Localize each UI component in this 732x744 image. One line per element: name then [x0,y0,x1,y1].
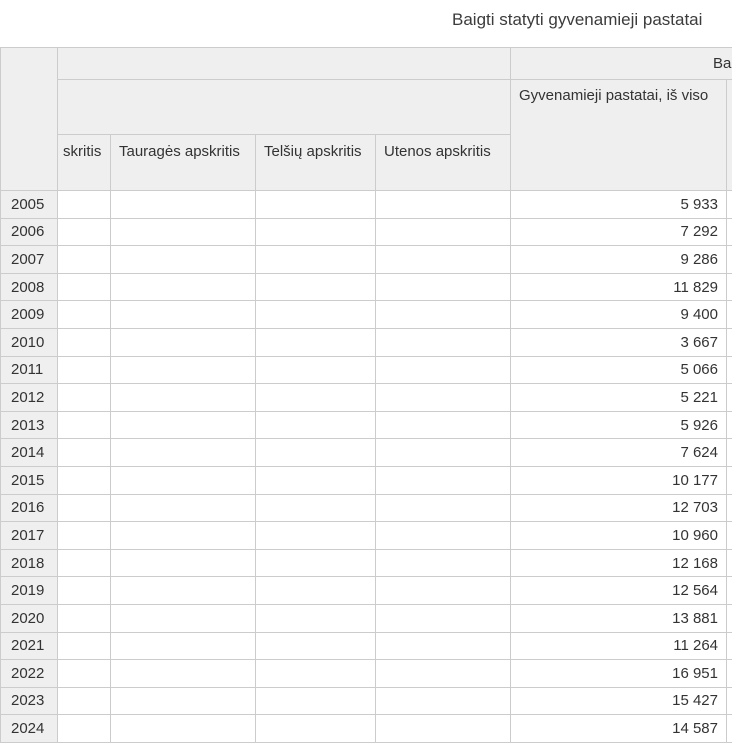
county-cell-2 [111,191,256,219]
year-cell: 2018 [1,549,58,577]
county-cell-2 [111,494,256,522]
clipped-cell [727,356,732,384]
clipped-cell [727,439,732,467]
county-cell-3 [256,301,376,329]
page-title: Baigti statyti gyvenamieji pastatai [452,10,703,29]
table-row [1,494,732,522]
table-row [1,218,732,246]
county-cell-2 [111,246,256,274]
clipped-cell [727,328,732,356]
clipped-cell [727,466,732,494]
county-cell-3 [256,384,376,412]
clipped-cell [727,687,732,715]
year-cell: 2008 [1,273,58,301]
clipped-cell [727,384,732,412]
year-cell: 2024 [1,715,58,743]
statistics-table [0,47,732,743]
county-cell-1 [58,218,111,246]
table-header [1,48,732,191]
county-cell-3 [256,439,376,467]
total-value-cell: 7 292 [511,218,727,246]
clipped-cell [727,577,732,605]
county-cell-4 [376,411,511,439]
clipped-cell [727,660,732,688]
column-header-apskritis-clipped: skritis [58,135,111,191]
table-row [1,604,732,632]
year-cell: 2012 [1,384,58,412]
table-row [1,191,732,219]
empty-header-cell [58,80,511,135]
county-cell-3 [256,191,376,219]
county-cell-4 [376,522,511,550]
county-cell-2 [111,632,256,660]
county-cell-3 [256,246,376,274]
county-cell-2 [111,715,256,743]
county-cell-2 [111,356,256,384]
county-cell-2 [111,328,256,356]
total-value-cell: 5 926 [511,411,727,439]
total-value-cell: 3 667 [511,328,727,356]
clipped-cell [727,494,732,522]
total-value-cell: 12 168 [511,549,727,577]
clipped-cell [727,715,732,743]
county-cell-1 [58,411,111,439]
county-cell-4 [376,632,511,660]
county-cell-2 [111,604,256,632]
total-value-cell: 10 960 [511,522,727,550]
corner-stub-cell [1,48,58,191]
county-cell-3 [256,356,376,384]
county-cell-3 [256,466,376,494]
total-value-cell: 9 286 [511,246,727,274]
table-row [1,632,732,660]
county-cell-1 [58,246,111,274]
county-cell-1 [58,356,111,384]
county-cell-4 [376,439,511,467]
total-value-cell: 15 427 [511,687,727,715]
table-row [1,356,732,384]
year-cell: 2016 [1,494,58,522]
county-cell-4 [376,687,511,715]
total-value-cell: 13 881 [511,604,727,632]
county-cell-1 [58,687,111,715]
year-cell: 2007 [1,246,58,274]
total-value-cell: 16 951 [511,660,727,688]
measure-header-row [1,80,732,135]
county-cell-1 [58,604,111,632]
year-cell: 2019 [1,577,58,605]
county-cell-4 [376,218,511,246]
table-row [1,439,732,467]
year-cell: 2022 [1,660,58,688]
clipped-column-header-cell [727,80,732,191]
table-body [1,191,732,743]
total-value-cell: 11 264 [511,632,727,660]
clipped-cell [727,218,732,246]
table-row [1,246,732,274]
county-cell-4 [376,356,511,384]
county-cell-1 [58,715,111,743]
county-cell-4 [376,301,511,329]
total-value-cell: 11 829 [511,273,727,301]
year-cell: 2014 [1,439,58,467]
county-cell-4 [376,549,511,577]
county-cell-3 [256,411,376,439]
right-group-header-cell [511,48,732,80]
county-cell-2 [111,273,256,301]
county-cell-4 [376,384,511,412]
column-header-utenos-apskritis: Utenos apskritis [376,135,511,191]
table-row [1,411,732,439]
total-value-cell: 5 933 [511,191,727,219]
county-cell-3 [256,604,376,632]
year-cell: 2015 [1,466,58,494]
table-row [1,549,732,577]
county-cell-2 [111,549,256,577]
total-value-cell: 5 066 [511,356,727,384]
county-cell-2 [111,439,256,467]
total-value-cell: 12 703 [511,494,727,522]
county-cell-1 [58,577,111,605]
county-cell-1 [58,301,111,329]
total-value-cell: 12 564 [511,577,727,605]
county-cell-2 [111,687,256,715]
county-cell-4 [376,246,511,274]
county-cell-4 [376,715,511,743]
clipped-cell [727,246,732,274]
county-cell-3 [256,577,376,605]
county-cell-4 [376,273,511,301]
table-row [1,273,732,301]
clipped-cell [727,632,732,660]
year-cell: 2011 [1,356,58,384]
county-cell-1 [58,632,111,660]
county-cell-2 [111,218,256,246]
county-cell-1 [58,439,111,467]
county-cell-1 [58,660,111,688]
county-cell-3 [256,494,376,522]
county-cell-3 [256,549,376,577]
clipped-cell [727,301,732,329]
county-cell-2 [111,522,256,550]
clipped-cell [727,549,732,577]
county-cell-1 [58,494,111,522]
county-cell-4 [376,328,511,356]
left-group-header-cell [58,48,511,80]
year-cell: 2023 [1,687,58,715]
clipped-cell [727,273,732,301]
county-cell-3 [256,273,376,301]
county-cell-2 [111,384,256,412]
county-cell-2 [111,577,256,605]
year-cell: 2009 [1,301,58,329]
total-value-cell: 9 400 [511,301,727,329]
county-cell-2 [111,411,256,439]
county-cell-2 [111,660,256,688]
total-value-cell: 5 221 [511,384,727,412]
county-cell-4 [376,660,511,688]
group-header-row [1,48,732,80]
total-value-cell: 14 587 [511,715,727,743]
group-header-label: Ba [713,55,732,72]
clipped-cell [727,522,732,550]
county-cell-4 [376,466,511,494]
total-value-cell: 10 177 [511,466,727,494]
county-cell-3 [256,218,376,246]
county-cell-4 [376,604,511,632]
table-row [1,577,732,605]
clipped-cell [727,604,732,632]
county-cell-2 [111,466,256,494]
table-row [1,687,732,715]
column-header-telsiu-apskritis: Telšių apskritis [256,135,376,191]
county-cell-4 [376,577,511,605]
year-cell: 2005 [1,191,58,219]
county-cell-1 [58,466,111,494]
measure-header-cell: Gyvenamieji pastatai, iš viso [511,80,727,191]
table-row [1,301,732,329]
year-cell: 2006 [1,218,58,246]
year-cell: 2010 [1,328,58,356]
county-cell-1 [58,328,111,356]
table-row [1,466,732,494]
county-cell-3 [256,715,376,743]
county-cell-1 [58,522,111,550]
county-cell-2 [111,301,256,329]
county-cell-1 [58,273,111,301]
county-cell-3 [256,632,376,660]
table-row [1,715,732,743]
county-cell-3 [256,522,376,550]
clipped-cell [727,411,732,439]
county-cell-3 [256,687,376,715]
year-cell: 2013 [1,411,58,439]
table-row [1,522,732,550]
county-cell-4 [376,191,511,219]
county-cell-4 [376,494,511,522]
table-row [1,328,732,356]
year-cell: 2017 [1,522,58,550]
total-value-cell: 7 624 [511,439,727,467]
table-row [1,384,732,412]
county-cell-3 [256,328,376,356]
year-cell: 2021 [1,632,58,660]
column-header-taurages-apskritis: Tauragės apskritis [111,135,256,191]
year-cell: 2020 [1,604,58,632]
clipped-cell [727,191,732,219]
county-cell-1 [58,549,111,577]
county-cell-1 [58,191,111,219]
county-cell-1 [58,384,111,412]
table-row [1,660,732,688]
county-cell-3 [256,660,376,688]
